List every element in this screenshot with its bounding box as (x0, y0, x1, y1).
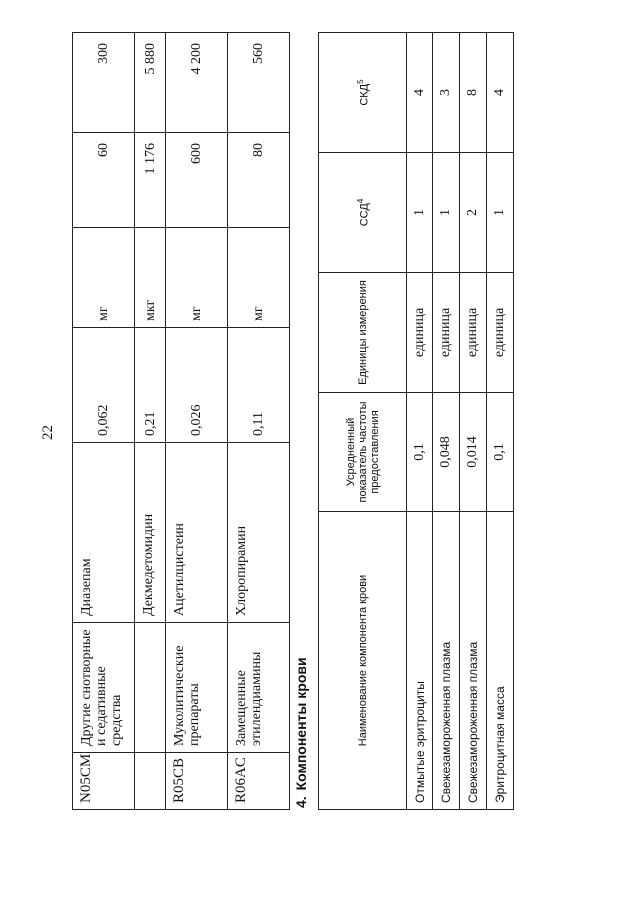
drug-group: Другие снотворные и седативные средства (73, 623, 135, 753)
table-row (166, 33, 228, 810)
component-name: Свежезамороженная плазма (433, 512, 460, 810)
drug-unit: мг (228, 228, 290, 328)
table-row (135, 33, 166, 810)
header-ssd (319, 153, 407, 273)
table-row (228, 33, 290, 810)
table-row (407, 33, 433, 810)
blood-components-table (318, 32, 514, 810)
component-unit: единица (460, 273, 487, 393)
drug-frequency: 0,062 (73, 328, 135, 443)
component-skd: 8 (460, 33, 487, 153)
drug-skd: 4 200 (166, 33, 228, 133)
header-ssd-label: ССД (358, 203, 371, 227)
component-frequency: 0,014 (460, 393, 487, 512)
header-skd-footnote: 5 (355, 79, 365, 84)
drug-name: Декмедетомидин (135, 443, 166, 623)
drug-ssd: 60 (73, 133, 135, 228)
drug-unit: мг (73, 228, 135, 328)
component-ssd: 1 (407, 153, 433, 273)
component-skd: 3 (433, 33, 460, 153)
component-unit: единица (487, 273, 514, 393)
header-skd (319, 33, 407, 153)
drug-name: Ацетилцистеин (166, 443, 228, 623)
component-frequency: 0,1 (487, 393, 514, 512)
component-name: Свежезамороженная плазма (460, 512, 487, 810)
component-unit: единица (433, 273, 460, 393)
drug-table (72, 32, 290, 810)
drug-skd: 560 (228, 33, 290, 133)
drug-frequency: 0,21 (135, 328, 166, 443)
section-title: Компоненты крови (293, 657, 309, 791)
component-ssd: 1 (433, 153, 460, 273)
drug-group: Муколитические препараты (166, 623, 228, 753)
table-row (487, 33, 514, 810)
drug-frequency: 0,11 (228, 328, 290, 443)
component-frequency: 0,048 (433, 393, 460, 512)
header-skd-label: СКД (358, 83, 371, 106)
drug-unit: мг (166, 228, 228, 328)
table-row (73, 33, 135, 810)
section-heading (293, 657, 309, 810)
atc-code: R06AC (228, 753, 290, 810)
component-frequency: 0,1 (407, 393, 433, 512)
drug-ssd: 600 (166, 133, 228, 228)
component-name: Отмытые эритроциты (407, 512, 433, 810)
atc-code (135, 753, 166, 810)
component-skd: 4 (407, 33, 433, 153)
header-ssd-footnote: 4 (355, 198, 365, 204)
table-row (460, 33, 487, 810)
drug-ssd: 80 (228, 133, 290, 228)
drug-skd: 5 880 (135, 33, 166, 133)
component-name: Эритроцитная масса (487, 512, 514, 810)
atc-code: N05CM (73, 753, 135, 810)
component-ssd: 2 (460, 153, 487, 273)
drug-name: Хлоропирамин (228, 443, 290, 623)
atc-code: R05CB (166, 753, 228, 810)
drug-skd: 300 (73, 33, 135, 133)
component-skd: 4 (487, 33, 514, 153)
component-ssd: 1 (487, 153, 514, 273)
component-unit: единица (407, 273, 433, 393)
drug-unit: мкг (135, 228, 166, 328)
drug-group (135, 623, 166, 753)
table-header-row (319, 33, 407, 810)
page-number: 22 (40, 425, 56, 440)
drug-frequency: 0,026 (166, 328, 228, 443)
section-number: 4. (293, 796, 309, 808)
drug-name: Диазепам (73, 443, 135, 623)
header-name: Наименование компонента крови (319, 512, 407, 810)
drug-group: Замещенные этилендиамины (228, 623, 290, 753)
header-frequency: Усредненный показатель частоты предоставления (319, 393, 407, 512)
drug-ssd: 1 176 (135, 133, 166, 228)
header-unit: Единицы измерения (319, 273, 407, 393)
table-row (433, 33, 460, 810)
